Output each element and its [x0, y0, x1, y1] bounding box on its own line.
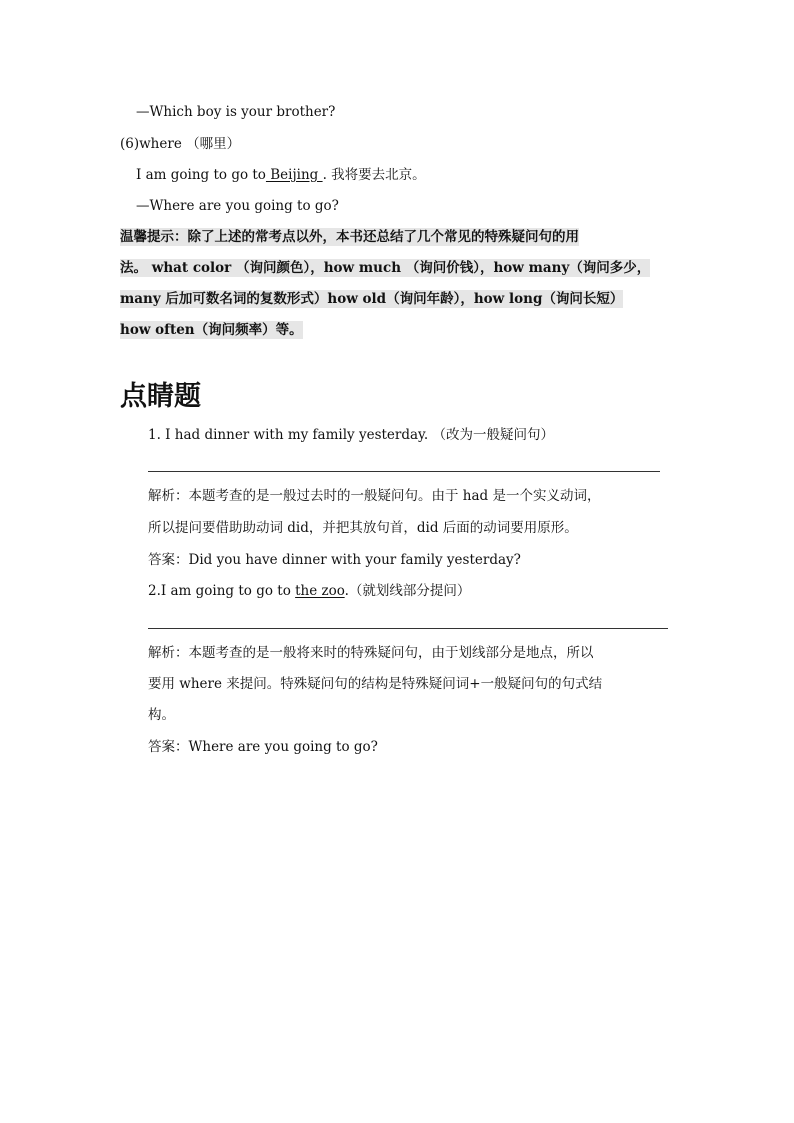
where-question: —Where are you going to go?	[136, 198, 339, 214]
q2-prompt	[148, 581, 470, 601]
where-heading: (6)where （哪里）	[120, 136, 241, 152]
section-title: 点睛题	[120, 381, 201, 412]
where-example-sentence	[136, 165, 426, 185]
q1-analysis-line-2: 所以提问要借助助动词 did，并把其放句首，did 后面的动词要用原形。	[148, 520, 578, 536]
tip-line-2-text: 法。 what color （询问颜色），how much （询问价钱），how many（询问多少，	[120, 260, 651, 276]
q2-answer: 答案：Where are you going to go?	[148, 739, 378, 755]
tip-line-2	[120, 258, 650, 278]
q2-analysis-line-1: 解析：本题考查的是一般将来时的特殊疑问句，由于划线部分是地点，所以	[148, 645, 594, 661]
where-sentence-start: I am going to go to	[136, 167, 266, 183]
q1-answer: 答案：Did you have dinner with your family yesterday?	[148, 552, 521, 568]
q2-prompt-end: .（就划线部分提问）	[344, 583, 471, 599]
q1-analysis-line-1: 解析：本题考查的是一般过去时的一般疑问句。由于 had 是一个实义动词，	[148, 488, 601, 504]
tip-line-1-text: 温馨提示：除了上述的常考点以外，本书还总结了几个常见的特殊疑问句的用	[120, 229, 579, 245]
q2-analysis-line-3: 构。	[148, 707, 175, 723]
q2-prompt-start: 2.I am going to go to	[148, 583, 296, 599]
q2-analysis-line-2: 要用 where 来提问。特殊疑问句的结构是特殊疑问词+一般疑问句的句式结	[148, 676, 603, 692]
where-sentence-end: . 我将要去北京。	[322, 167, 426, 183]
tip-line-4-text: how often（询问频率）等。	[120, 322, 303, 338]
q1-answer-line	[148, 471, 660, 472]
tip-line-1	[120, 227, 579, 247]
q2-prompt-underlined: the zoo	[295, 583, 345, 599]
which-boy-question: —Which boy is your brother?	[136, 104, 336, 120]
where-sentence-underlined: Beijing	[265, 167, 323, 183]
q2-answer-line	[148, 628, 668, 629]
tip-line-3	[120, 289, 623, 309]
q1-prompt: 1. I had dinner with my family yesterday. （改为一般疑问句）	[148, 427, 554, 443]
tip-line-4	[120, 320, 303, 340]
tip-line-3-text: many 后加可数名词的复数形式）how old（询问年龄），how long（询问长短）	[120, 291, 624, 307]
